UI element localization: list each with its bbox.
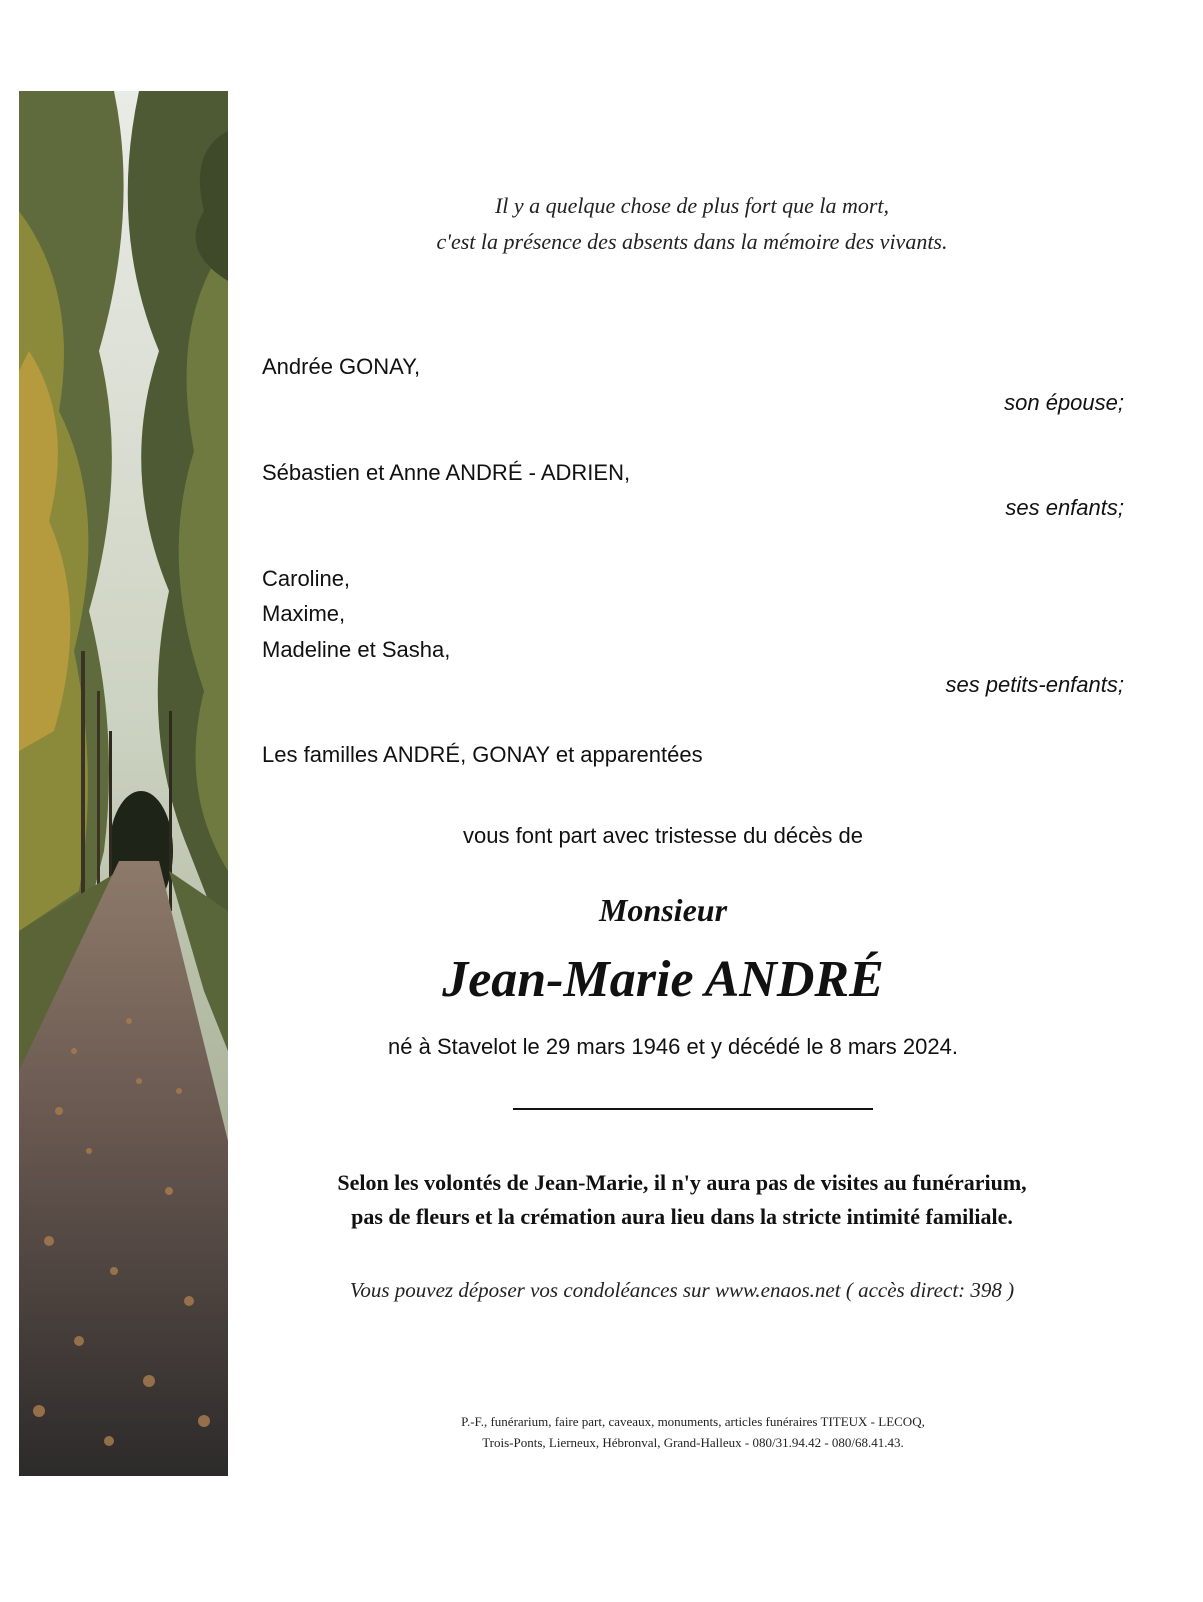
announcement-content [262,0,1124,1602]
quote-line-2: c'est la présence des absents dans la mémoire des vivants. [436,229,948,254]
wishes-line-2: pas de fleurs et la crémation aura lieu dans la stricte intimité familiale. [351,1204,1013,1229]
forest-path-illustration [19,91,228,1476]
spouse-relation: son épouse; [1004,390,1124,415]
separator-line [513,1108,873,1110]
funeral-home-footer [262,1411,1124,1453]
deceased-title: Monsieur [598,892,728,928]
quote-line-1: Il y a quelque chose de plus fort que la mort, [494,193,890,218]
footer-line-2: Trois-Ponts, Lierneux, Hébronval, Grand-Halleux - 080/31.94.42 - 080/68.41.43. [482,1435,904,1450]
condolences-notice: Vous pouvez déposer vos condoléances sur www.enaos.net ( accès direct: 398 ) [349,1278,1015,1302]
spouse-name: Andrée GONAY, [262,354,421,379]
forest-path-photo [19,91,228,1476]
birth-death-dates: né à Stavelot le 29 mars 1946 et y décédé le 8 mars 2024. [388,1034,958,1059]
grandchild-name-2: Maxime, [262,601,346,626]
funeral-wishes [242,1166,1122,1234]
grandchild-name-3: Madeline et Sasha, [262,637,451,662]
grandchildren-relation: ses petits-enfants; [945,672,1124,697]
children-name: Sébastien et Anne ANDRÉ - ADRIEN, [262,460,631,485]
deceased-name: Jean-Marie ANDRÉ [442,951,884,1008]
wishes-line-1: Selon les volontés de Jean-Marie, il n'y aura pas de visites au funérarium, [337,1170,1027,1195]
grandchild-name-1: Caroline, [262,566,351,591]
children-relation: ses enfants; [1005,495,1124,520]
extended-families: Les familles ANDRÉ, GONAY et apparentées [262,742,703,767]
memorial-quote [232,188,1152,260]
announcement-intro: vous font part avec tristesse du décès de [463,823,863,848]
footer-line-1: P.-F., funérarium, faire part, caveaux, monuments, articles funéraires TITEUX - LECOQ, [461,1414,925,1429]
